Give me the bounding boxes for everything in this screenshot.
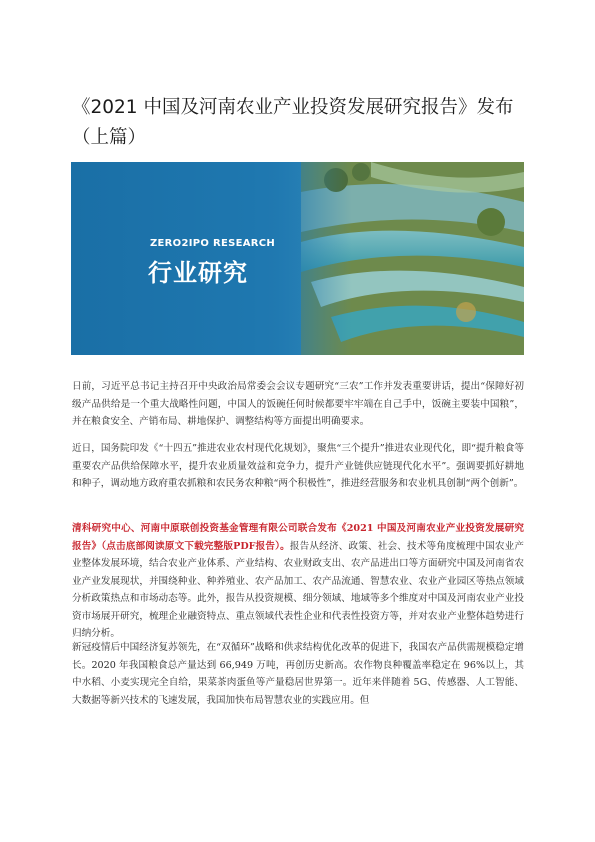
paragraph-2: 近日，国务院印发《“十四五”推进农业农村现代化规划》，聚焦“三个提升”推进农业现代化，即“提升粮食等重要农产品供给保障水平，提升农业质量效益和竞争力，提升产业链供应链现代化水平”。强调要抓好耕地和种子，调动地方政府重农抓粮和农民务农种粮“两个积极性”，推进经营服务和农业机具创制“两个创新”。: [72, 443, 524, 489]
banner-headline: 行业研究: [148, 259, 248, 287]
article-title: 《2021 中国及河南农业产业投资发展研究报告》发布（上篇）: [72, 97, 514, 148]
paragraph-1: 日前，习近平总书记主持召开中央政治局常委会会议专题研究“三农”工作并发表重要讲话，提出“保障好初级产品供给是一个重大战略性问题，中国人的饭碗任何时候都要牢牢端在自己手中，饭碗主要装中国粮”，并在粮食安全、产销布局、耕地保护、调整结构等方面提出明确要求。: [72, 381, 524, 427]
report-highlight-link[interactable]: 清科研究中心、河南中原联创投资基金管理有限公司联合发布《2021 中国及河南农业产业投资发展研究报告》（点击底部阅读原文下载完整版PDF报告）。: [72, 523, 524, 552]
report-paragraph-text: 报告从经济、政策、社会、技术等角度梳理中国农业产业整体发展环境，结合农业产业体系、产业结构、农业财政支出、农产品进出口等方面研究中国及河南省农业产业发展现状，并围绕种业、种养殖业、农产品加工、农产品流通、智慧农业、农业产业园区等热点领域分析政策热点和市场动态等。此外，报告从投资规模、细分领域、地域等多个维度对中国及河南农业产业投资市场展开研究，梳理企业融资特点、重点领域代表性企业和代表性投资方等，并对农业产业整体趋势进行归纳分析。: [72, 540, 525, 639]
report-paragraph: [72, 520, 524, 643]
rice-terrace-illustration: [71, 162, 524, 355]
paragraph-closing: 新冠疫情后中国经济复苏领先，在“双循环”战略和供求结构优化改革的促进下，我国农产品供需规模稳定增长。2020 年我国粮食总产量达到 66,949 万吨，再创历史新高。农作物良种覆盖率稳定在 96%以上，其中水稻、小麦实现完全自给，果菜茶肉蛋鱼等产量稳居世界第一。近年来伴随着 5G、传感器、人工智能、大数据等新兴技术的飞速发展，我国加快布局智慧农业的实践应用。但: [72, 642, 524, 706]
banner-image: [71, 162, 524, 355]
banner-brand: ZERO2IPO RESEARCH: [150, 238, 276, 249]
